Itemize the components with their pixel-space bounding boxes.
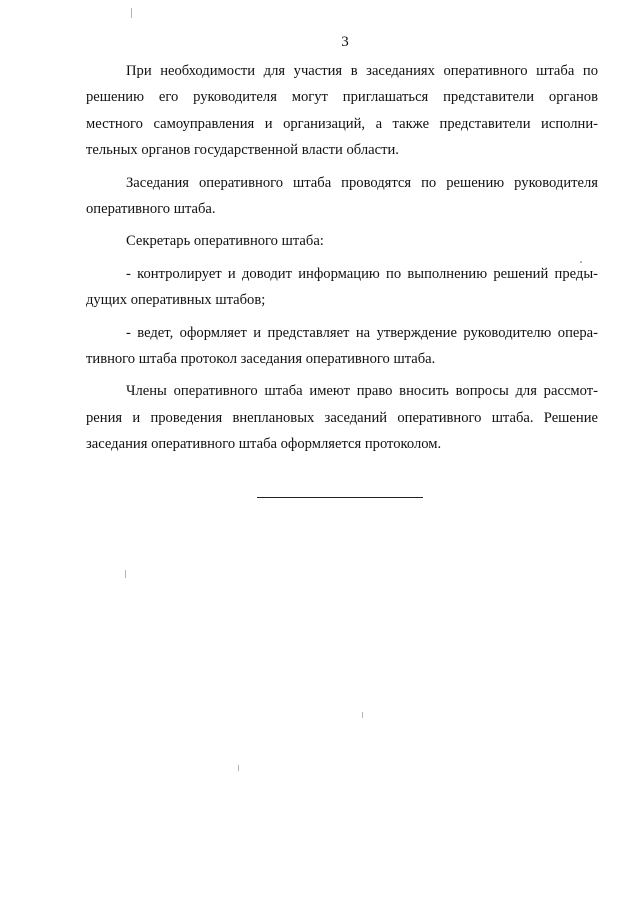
- paragraph-invitations: [86, 58, 598, 164]
- text-line: тельных органов государственной власти области.: [86, 142, 399, 159]
- scan-speck: [125, 570, 126, 578]
- scan-speck: [238, 765, 239, 771]
- paragraph-secretary: [86, 228, 598, 254]
- text-line: Секретарь оперативного штаба:: [126, 233, 324, 250]
- text-line: тивного штаба протокол заседания оперативного штаба.: [86, 351, 436, 368]
- text-line: Заседания оперативного штаба проводятся по решению руководителя: [126, 174, 598, 191]
- text-line: При необходимости для участия в заседаниях оперативного штаба по: [126, 63, 598, 79]
- paragraph-members: [86, 378, 598, 457]
- body-text: [86, 58, 598, 464]
- page-number: 3: [341, 34, 349, 50]
- scan-speck: [580, 261, 582, 263]
- text-line: местного самоуправления и организаций, а также представители исполни-: [86, 115, 598, 132]
- scan-speck: [131, 8, 132, 18]
- text-line: - ведет, оформляет и представляет на утверждение руководителю опера-: [126, 324, 598, 341]
- text-line: Члены оперативного штаба имеют право вносить вопросы для рассмот-: [126, 383, 598, 400]
- paragraph-meetings: [86, 170, 598, 223]
- text-line: рения и проведения внеплановых заседаний оперативного штаба. Решение: [86, 409, 598, 426]
- text-line: оперативного штаба.: [86, 201, 216, 218]
- text-line: решению его руководителя могут приглашаться представители органов: [86, 89, 598, 106]
- text-line: - контролирует и доводит информацию по выполнению решений преды-: [126, 265, 598, 282]
- list-item-control: [86, 261, 598, 314]
- scan-speck: [362, 712, 363, 718]
- list-item-protocol: [86, 320, 598, 373]
- text-line: заседания оперативного штаба оформляется протоколом.: [86, 436, 442, 453]
- text-line: дущих оперативных штабов;: [86, 292, 266, 309]
- end-separator-line: [257, 497, 423, 498]
